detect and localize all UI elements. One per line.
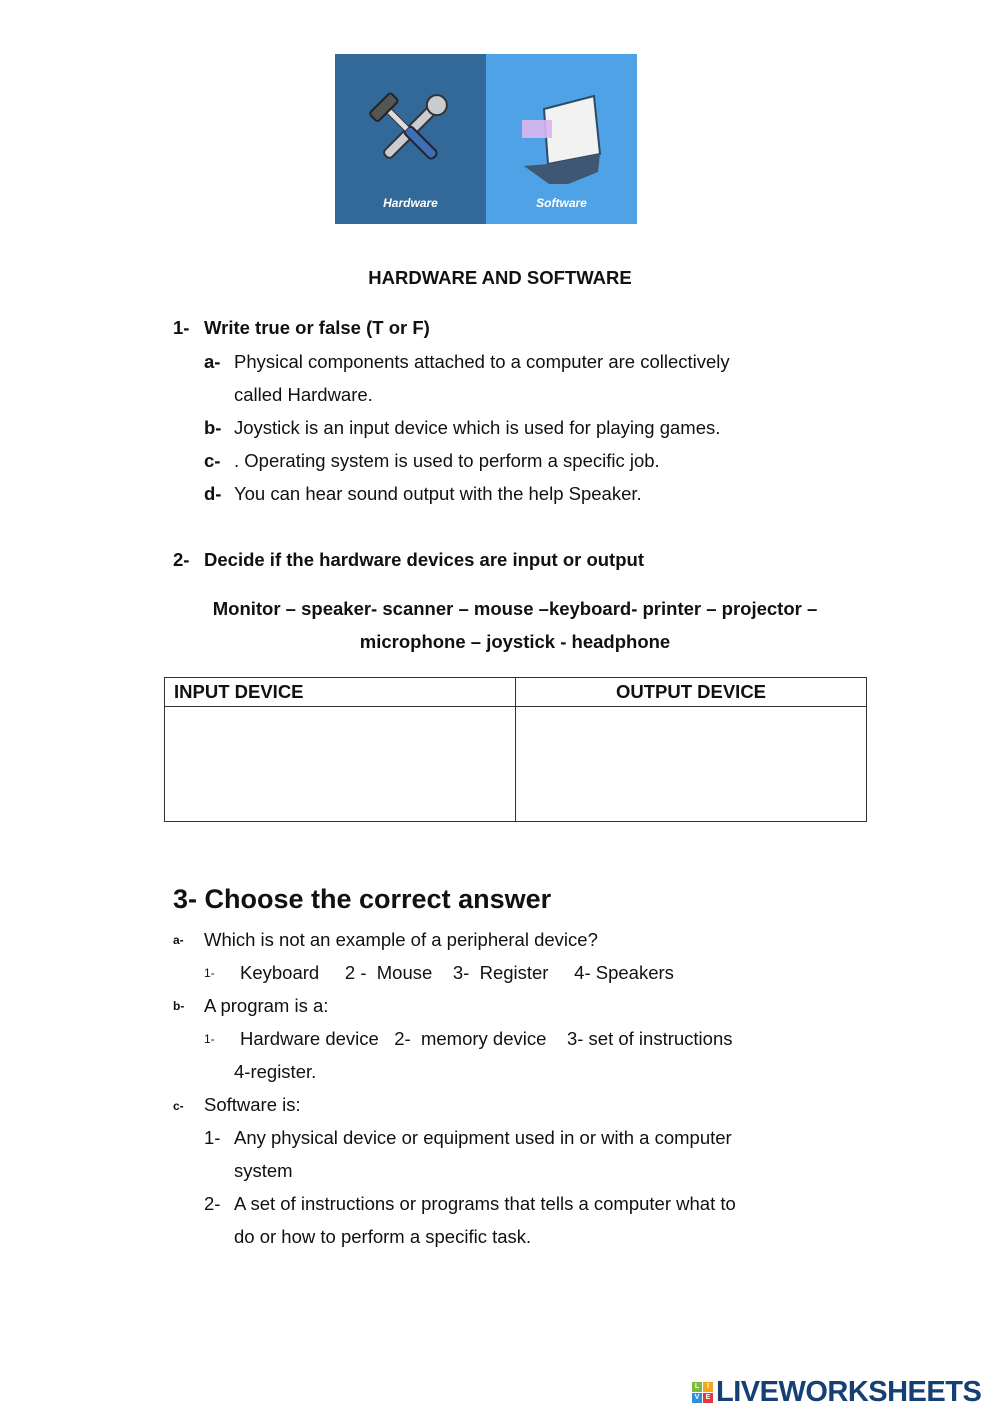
q3-c-opt2-text[interactable]: A set of instructions or programs that tells a computer what to xyxy=(234,1193,736,1214)
q3-b-options[interactable]: Hardware device 2- memory device 3- set of instructions xyxy=(240,1028,733,1049)
q1-a-letter: a- xyxy=(204,351,221,372)
hardware-software-banner xyxy=(335,54,637,224)
q1-number: 1- xyxy=(173,317,190,338)
cube-letter: I xyxy=(703,1382,713,1392)
cube-letter: V xyxy=(692,1393,702,1403)
q2-number: 2- xyxy=(173,549,190,570)
q3-c-letter: c- xyxy=(173,1099,184,1113)
word-bank-line2: microphone – joystick - headphone xyxy=(359,631,671,652)
q3-heading: 3- Choose the correct answer xyxy=(173,884,552,914)
q3-a-letter: a- xyxy=(173,933,184,947)
q2-heading: Decide if the hardware devices are input or output xyxy=(204,549,644,570)
q1-heading: Write true or false (T or F) xyxy=(204,317,430,338)
device-table xyxy=(164,677,867,822)
logo-text: LIVEWORKSHEETS xyxy=(716,1376,982,1408)
output-device-cell[interactable] xyxy=(516,707,867,822)
cube-letter: E xyxy=(703,1393,713,1403)
word-bank-line1: Monitor – speaker- scanner – mouse –keyboard- printer – projector – xyxy=(212,598,818,619)
q1-a-text-cont: called Hardware. xyxy=(234,384,373,405)
q3-c-question: Software is: xyxy=(204,1094,301,1115)
hardware-caption: Hardware xyxy=(383,196,438,210)
q1-c-text: . Operating system is used to perform a specific job. xyxy=(234,450,660,471)
q1-c-letter: c- xyxy=(204,450,221,471)
live-cube-icon xyxy=(692,1382,713,1403)
q3-b-letter: b- xyxy=(173,999,185,1013)
q3-a-question: Which is not an example of a peripheral device? xyxy=(204,929,598,950)
q3-c-opt1-text[interactable]: Any physical device or equipment used in or with a computer xyxy=(234,1127,732,1148)
liveworksheets-logo xyxy=(692,1376,981,1409)
input-device-cell[interactable] xyxy=(165,707,516,822)
q3-b-options-cont[interactable]: 4-register. xyxy=(234,1061,317,1082)
input-device-header: INPUT DEVICE xyxy=(165,678,516,707)
q3-c-opt1-num: 1- xyxy=(204,1127,221,1148)
cube-letter: L xyxy=(692,1382,702,1392)
software-panel xyxy=(486,54,637,224)
laptop-icon xyxy=(486,54,637,184)
software-caption: Software xyxy=(536,196,587,210)
q3-a-options[interactable]: Keyboard 2 - Mouse 3- Register 4- Speakers xyxy=(240,962,674,983)
q3-b-opt-num: 1- xyxy=(204,1032,215,1046)
q3-c-opt2-num: 2- xyxy=(204,1193,221,1214)
q1-a-text: Physical components attached to a computer are collectively xyxy=(234,351,730,372)
tools-icon xyxy=(335,54,486,184)
hardware-panel xyxy=(335,54,486,224)
page-title: HARDWARE AND SOFTWARE xyxy=(368,267,632,288)
q1-b-letter: b- xyxy=(204,417,222,438)
q3-c-opt2-text-cont[interactable]: do or how to perform a specific task. xyxy=(234,1226,532,1247)
q1-b-text: Joystick is an input device which is used for playing games. xyxy=(234,417,721,438)
q3-b-question: A program is a: xyxy=(204,995,329,1016)
q3-a-opt-num: 1- xyxy=(204,966,215,980)
q3-c-opt1-text-cont[interactable]: system xyxy=(234,1160,293,1181)
q1-d-text: You can hear sound output with the help Speaker. xyxy=(234,483,642,504)
q1-d-letter: d- xyxy=(204,483,222,504)
output-device-header: OUTPUT DEVICE xyxy=(516,678,867,707)
